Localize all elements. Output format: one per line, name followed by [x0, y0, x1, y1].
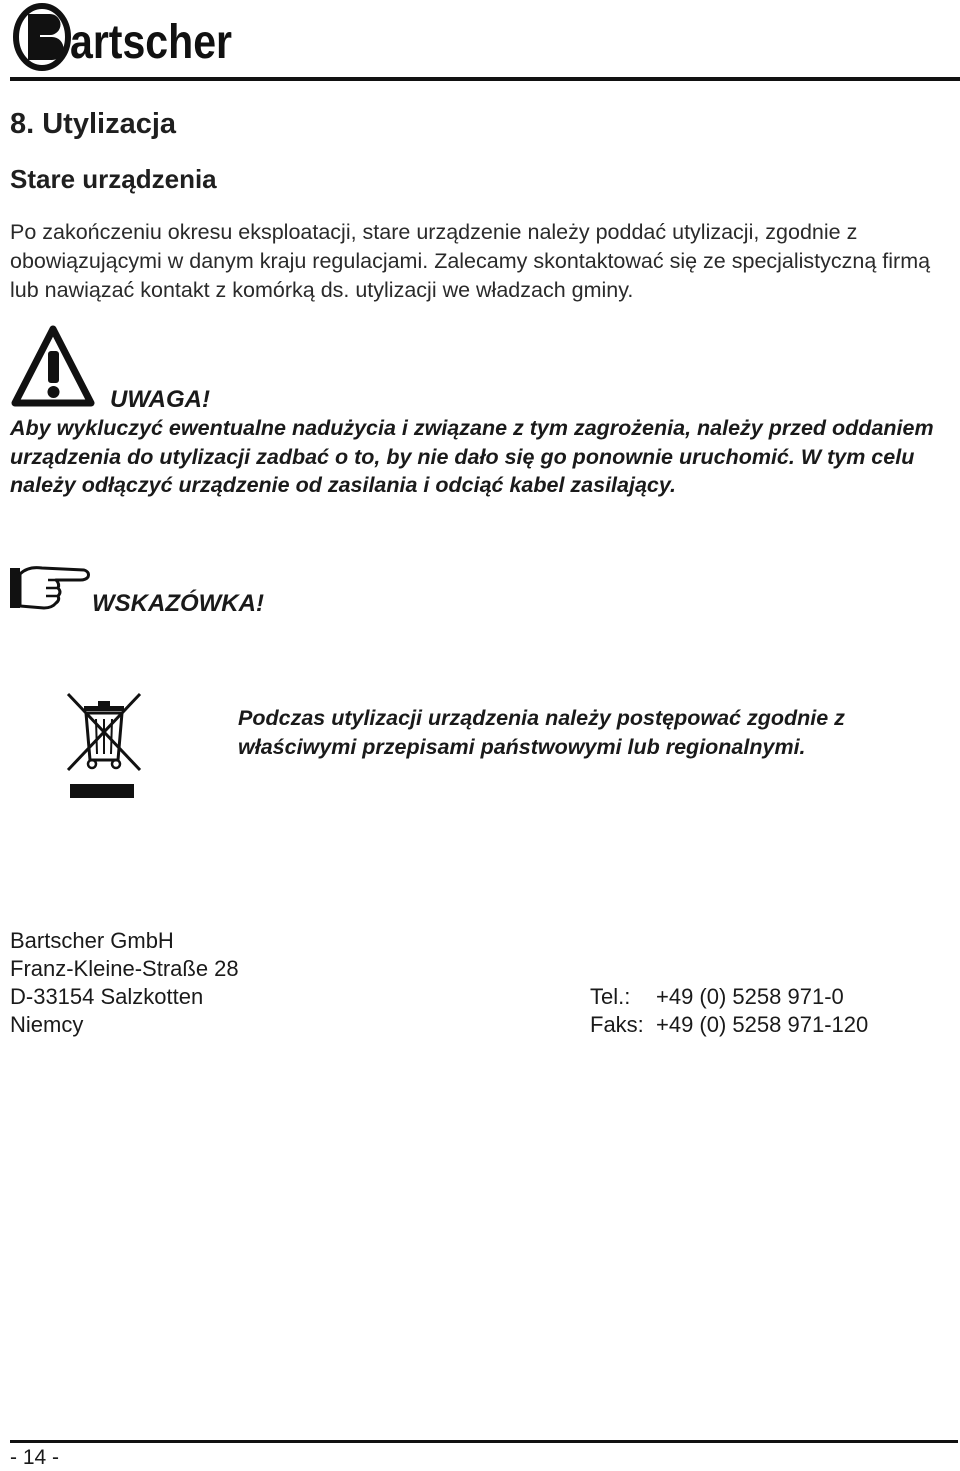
- fax-label: Faks:: [590, 1012, 644, 1037]
- phone-number: +49 (0) 5258 971-0: [656, 984, 844, 1009]
- section-heading: 8. Utylizacja: [10, 108, 177, 140]
- disposal-text: Podczas utylizacji urządzenia należy postępować zgodnie z właściwymi przepisami państwowymi lub regionalnymi.: [238, 706, 845, 759]
- intro-paragraph: Po zakończeniu okresu eksploatacji, stare urządzenie należy poddać utylizacji, zgodnie z obowiązującymi w danym kraju regulacjami. Zalecamy skontaktować się ze specjalistyczną firmą lub nawiązać kontakt z komórką ds. utylizacji we władzach gminy.: [10, 220, 931, 302]
- address-company: Bartscher GmbH: [10, 928, 174, 953]
- fax-number: +49 (0) 5258 971-120: [656, 1012, 869, 1037]
- address-city: D-33154 Salzkotten: [10, 984, 204, 1009]
- warning-title: UWAGA!: [110, 386, 210, 413]
- phone-label: Tel.:: [590, 984, 631, 1009]
- pointing-hand-icon: [8, 562, 92, 612]
- header-rule: [10, 77, 960, 81]
- page-number: - 14 -: [10, 1446, 60, 1469]
- address-street: Franz-Kleine-Straße 28: [10, 956, 239, 981]
- footer-rule: [10, 1440, 958, 1443]
- bartscher-logo: [10, 2, 235, 72]
- crossed-out-bin-icon: [52, 686, 152, 806]
- note-title: WSKAZÓWKA!: [92, 590, 264, 617]
- svg-text:artscher: artscher: [70, 16, 232, 69]
- warning-triangle-icon: [12, 325, 94, 409]
- warning-text: Aby wykluczyć ewentualne nadużycia i związane z tym zagrożenia, należy przed oddaniem urządzenia do utylizacji zadbać o to, by nie dało się go ponownie uruchomić. W tym celu należy odłączyć urządzenie od zasilania i odciąć kabel zasilający.: [10, 416, 934, 497]
- subsection-heading: Stare urządzenia: [10, 164, 217, 194]
- address-country: Niemcy: [10, 1012, 84, 1037]
